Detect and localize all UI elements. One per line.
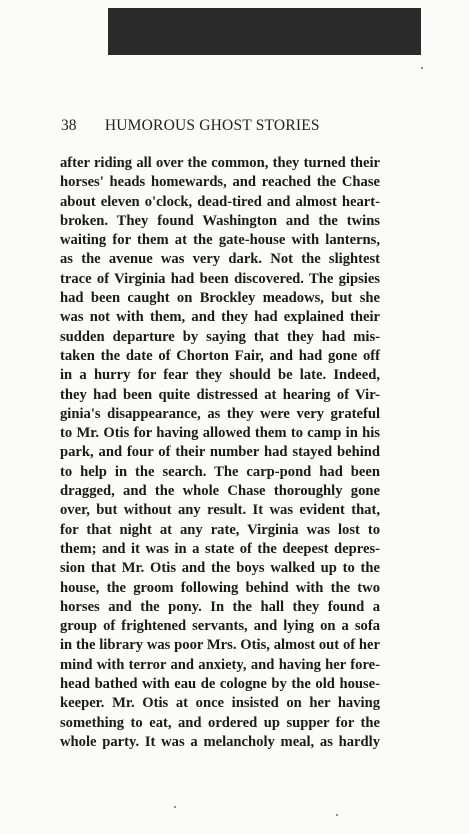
body-text: [60, 154, 380, 752]
text-line: ginia's disappearance, as they were very grateful: [60, 405, 380, 422]
text-line: horses' heads homewards, and reached the Chase: [60, 174, 380, 191]
text-line: broken. They found Washington and the twins: [60, 212, 380, 229]
text-line: to Mr. Otis for having allowed them to camp in his: [60, 425, 380, 442]
page-number: 38: [61, 117, 77, 134]
page-header: [61, 117, 401, 137]
text-line: for that night at any rate, Virginia was lost to: [60, 521, 380, 538]
text-line: horses and the pony. In the hall they found a: [60, 598, 380, 615]
text-line: trace of Virginia had been discovered. The gipsies: [60, 270, 380, 287]
scan-black-bar: [108, 8, 421, 55]
scan-speck: [336, 814, 338, 816]
text-line: as the avenue was very dark. Not the slightest: [60, 251, 380, 268]
text-line: about eleven o'clock, dead-tired and almost heart-: [60, 193, 380, 210]
text-line: sion that Mr. Otis and the boys walked up to the: [60, 560, 380, 577]
text-line: house, the groom following behind with the two: [60, 579, 380, 596]
running-head: HUMOROUS GHOST STORIES: [104, 117, 320, 134]
text-line: whole party. It was a melancholy meal, as hardly: [60, 733, 380, 750]
text-line: was not with them, and they had explained their: [60, 309, 380, 326]
text-line: something to eat, and ordered up supper for the: [60, 714, 380, 731]
text-line: head bathed with eau de cologne by the old house-: [60, 676, 380, 693]
scan-speck: [174, 806, 176, 808]
text-line: keeper. Mr. Otis at once insisted on her having: [60, 695, 380, 712]
text-line: taken the date of Chorton Fair, and had gone off: [60, 347, 380, 364]
text-line: to help in the search. The carp-pond had been: [60, 463, 380, 480]
text-line: sudden departure by saying that they had mis-: [60, 328, 380, 345]
text-line: waiting for them at the gate-house with lanterns,: [60, 232, 380, 249]
text-line: park, and four of their number had stayed behind: [60, 444, 380, 461]
text-line: in a hurry for fear they should be late. Indeed,: [60, 367, 380, 384]
text-line: mind with terror and anxiety, and having her fore-: [60, 656, 380, 673]
text-line: over, but without any result. It was evident that,: [60, 502, 380, 519]
text-line: in the library was poor Mrs. Otis, almost out of her: [60, 637, 380, 654]
text-line: they had been quite distressed at hearing of Vir-: [60, 386, 380, 403]
scan-speck: [421, 67, 423, 69]
text-line: after riding all over the common, they turned their: [60, 155, 380, 171]
text-line: group of frightened servants, and lying on a sofa: [60, 618, 380, 635]
text-line: dragged, and the whole Chase thoroughly gone: [60, 483, 380, 500]
text-line: them; and it was in a state of the deepest depres-: [60, 540, 380, 557]
text-line: had been caught on Brockley meadows, but she: [60, 290, 380, 307]
